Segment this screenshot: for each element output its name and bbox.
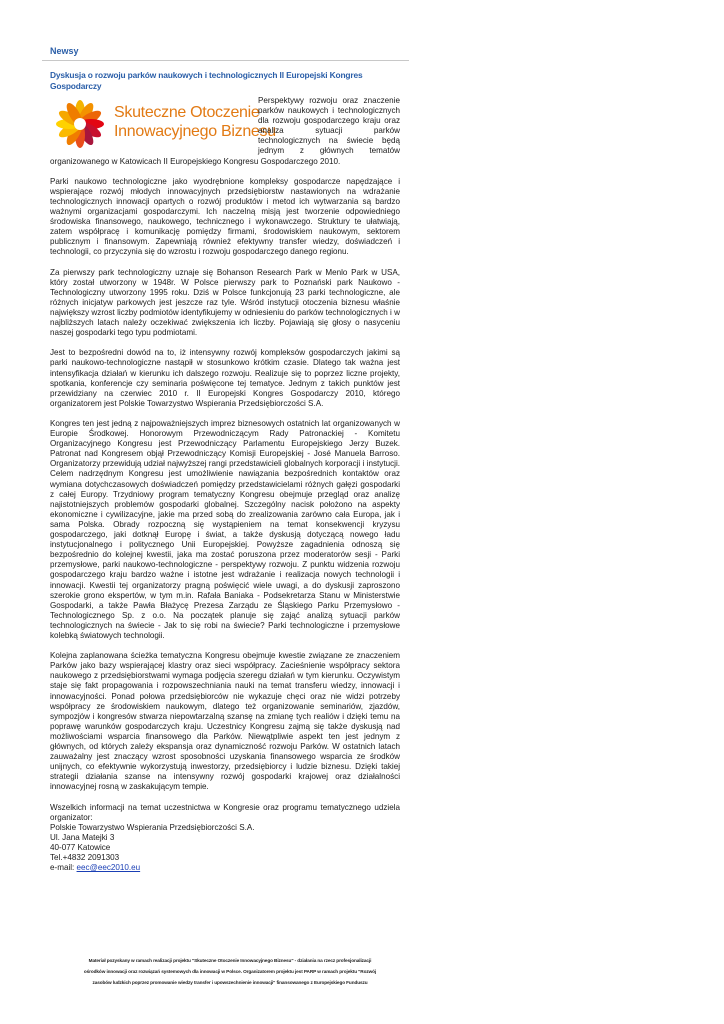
contact-email-label: e-mail: xyxy=(50,863,77,873)
article-title[interactable]: Dyskusja o rozwoju parków naukowych i technologicznych II Europejski Kongres Gospodarczy xyxy=(50,70,363,91)
contact-email-link[interactable]: eec@eec2010.eu xyxy=(76,863,141,873)
section-divider xyxy=(42,60,409,61)
contact-email-row xyxy=(50,863,400,873)
logo-text-line2: Innowacyjnego Biznesu xyxy=(114,123,276,140)
contact-city: 40-077 Katowice xyxy=(50,842,111,852)
funding-footer xyxy=(40,955,420,988)
contact-intro: Wszelkich informacji na temat uczestnictwa w Kongresie oraz programu tematycznego udziela organizator: xyxy=(50,802,400,822)
contact-street: Ul. Jana Matejki 3 xyxy=(50,832,115,842)
article-paragraph: Perspektywy rozwoju oraz znaczenie parków naukowych i technologicznych dla rozwoju gospodarczego kraju oraz analiza sytuacji parków technologicznych na świecie będą jednym z głównych tematów organizowanego w Katowicach II Europejskiego Kongresu Gospodarczego 2010. xyxy=(50,96,400,166)
contact-organization: Polskie Towarzystwo Wspierania Przedsiębiorczości S.A. xyxy=(50,822,255,832)
article-paragraph: Za pierwszy park technologiczny uznaje się Bohanson Research Park w Menlo Park w USA, który został utworzony w 1948r. W Polsce pierwszy park to Poznański park Naukowo - Technologiczny utworzony 1995 roku. Dziś w Polsce funkcjonują 23 parki technologiczne, ale różnych inicjatyw parkowych jest jeszcze raz tyle. Wśród instytucji otoczenia biznesu właśnie największy wzrost liczby podmiotów identyfikujemy w odniesieniu do parków technologicznych i w najbliższych latach należy oczekiwać zwiększenia ich liczby. Pojawiają się głosy o nasyceniu naszej gospodarki tego typu podmiotami. xyxy=(50,267,400,338)
logo-text-line1: Skuteczne Otoczenie xyxy=(114,104,260,121)
article-paragraph: Kongres ten jest jedną z najpoważniejszych imprez biznesowych ostatnich lat organizowanych w Europie Środkowej. Honorowym Przewodniczącym Rady Patronackiej - Komitetu Organizacyjnego Kongresu jest Przewodniczący Parlamentu Europejskiego Jerzy Buzek. Patronat nad Kongresem objął Przewodniczący Komisji Europejskiej - José Manuela Barroso. Organizatorzy przewidują udział najwyższej rangi przedstawicieli globalnych korporacji i instytucji. Celem nadrzędnym Kongresu jest umożliwienie nawiązania bezpośrednich kontaktów oraz wymiana dotychczasowych doświadczeń pomiędzy przedstawicielami różnych gałęzi gospodarki z całej Europy. Trzydniowy program tematyczny Kongresu obejmuje przegląd oraz analizę najistotniejszych problemów gospodarki globalnej. Szczególny nacisk położono na aspekty ekonomiczne i cywilizacyjne, jakie ma przed sobą do zrealizowania zarówno cała Europa, jak i sama Polska. Obrady rozpoczną się wystąpieniem na temat konsekwencji kryzysu gospodarczego, jaki dotknął Europę i świat, a także dyskusją dotyczącą nowego ładu instytucjonalnego i politycznego Unii Europejskiej. Powyższe zagadnienia odnoszą się bezpośrednio do kolejnej kwestii, jaka ma zostać poruszona przez moderatorów sesji - Parki przemysłowe, parki naukowo-technologiczne - perspektywy rozwoju. Z punktu widzenia rozwoju gospodarczego kraju bardzo ważne i istotne jest wdrażanie i realizacja nowych technologii i innowacji. Kwestii tej organizatorzy pragną poświęcić wiele uwagi, a do dyskusji zaproszono szerokie grono ekspertów, w tym m.in. Rafała Baniaka - Podsekretarza Stanu w Ministerstwie Gospodarki, a także Pawła Błażycę Prezesa Zarządu ze Śląskiego Parku Przemysłowo - Technologicznego Sp. z o.o. Na początek planuje się zająć analizą sytuacji parków technologicznych na świecie - Jak to się robi na świecie? Parki technologiczne i przemysłowe kolebką światowych technologii. xyxy=(50,419,400,640)
footer-line: zasobów ludzkich poprzez promowanie wiedzy transfer i upowszechnienie innowacji" finansowanego z Europejskiego Funduszu xyxy=(92,980,368,985)
section-label[interactable]: Newsy xyxy=(50,46,79,56)
footer-line: Materiał pozyskany w ramach realizacji projektu "Skuteczne Otoczenie Innowacyjnego Biznesu" - działania na rzecz profesjonalizacji xyxy=(88,958,372,963)
article-paragraph: Kolejna zaplanowana ścieżka tematyczna Kongresu obejmuje kwestie związane ze znaczeniem Parków jako bazy wspierającej klastry oraz sieci współpracy. Zacieśnienie współpracy sektora naukowego z przedsiębiorstwami wymaga podjęcia szeregu działań w tym kierunku. Oczywistym staje się fakt propagowania i rozpowszechniania nauki na temat transferu wiedzy, innowacji i innowacyjności. Ponad połowa przedsiębiorców nie wykazuje chęci oraz nie widzi potrzeby współpracy ze środowiskiem naukowym, dlatego też organizowanie seminariów, zjazdów, sympozjów i kongresów stwarza niepowtarzalną szansę na zmianę tych realiów i dzięki temu na poprawę warunków gospodarczych kraju. Uczestnicy Kongresu zajmą się także dyskusją nad możliwościami wsparcia finansowego dla Parków. Niewątpliwie aspekt ten jest jednym z głównych, od których zależy ekspansja oraz dynamiczność rozwoju Parków. W ostatnich latach zauważalny jest znaczący wzrost sposobności uzyskania finansowego wsparcia ze środków unijnych, co efektywnie wykorzystują inwestorzy, przedsiębiorcy i ludzie biznesu. Dzięki takiej strategii działania szanse na intensywny rozwój gospodarki krajowej oraz działalności innowacyjnej rosną w zaskakującym tempie. xyxy=(50,651,400,792)
article-paragraph: Jest to bezpośredni dowód na to, iż intensywny rozwój kompleksów gospodarczych jakimi są parki naukowo-technologiczne nastąpił w stosunkowo krótkim czasie. Dlatego tak ważna jest intensyfikacja działań w kierunku ich dalszego rozwoju. Realizuje się to poprzez liczne projekty, spotkania, konferencje czy seminaria poświęcone tej tematyce. Jednym z takich punktów jest przewidziany na czerwiec 2010 r. II Europejski Kongres Gospodarczy 2010, którego organizatorem jest Polskie Towarzystwo Wspierania Przedsiębiorczości S.A. xyxy=(50,348,400,408)
logo-spacer xyxy=(50,96,258,155)
article-paragraph: Parki naukowo technologiczne jako wyodrębnione kompleksy gospodarcze napędzające i wspierające rozwój młodych innowacyjnych przedsiębiorstw nastawionych na wdrażanie technologicznych innowacji opartych o rozwój produktów i metod ich wytwarzania są bardzo ważnymi organizacjami gospodarczymi. Ich naczelną misją jest tworzenie odpowiedniego środowiska finansowego, naukowego, technicznego i wykonawczego. Struktury te ułatwiają, zatem współpracę i komunikację pomiędzy firmami, środowiskiem naukowym, sektorem publicznym i finansowym. Zapewniają również efektywny transfer wiedzy, doświadczeń i technologii, co przyczynia się do wzrostu i rozwoju gospodarczego danego regionu. xyxy=(50,176,400,257)
contact-block xyxy=(50,803,400,874)
article-body xyxy=(50,96,400,873)
footer-line: ośrodków innowacji oraz rozwiązań systemowych dla innowacji w Polsce. Organizatorem projektu jest PARP w ramach projektu "Rozwój xyxy=(83,969,377,974)
contact-phone: Tel.+4832 2091303 xyxy=(50,853,120,863)
